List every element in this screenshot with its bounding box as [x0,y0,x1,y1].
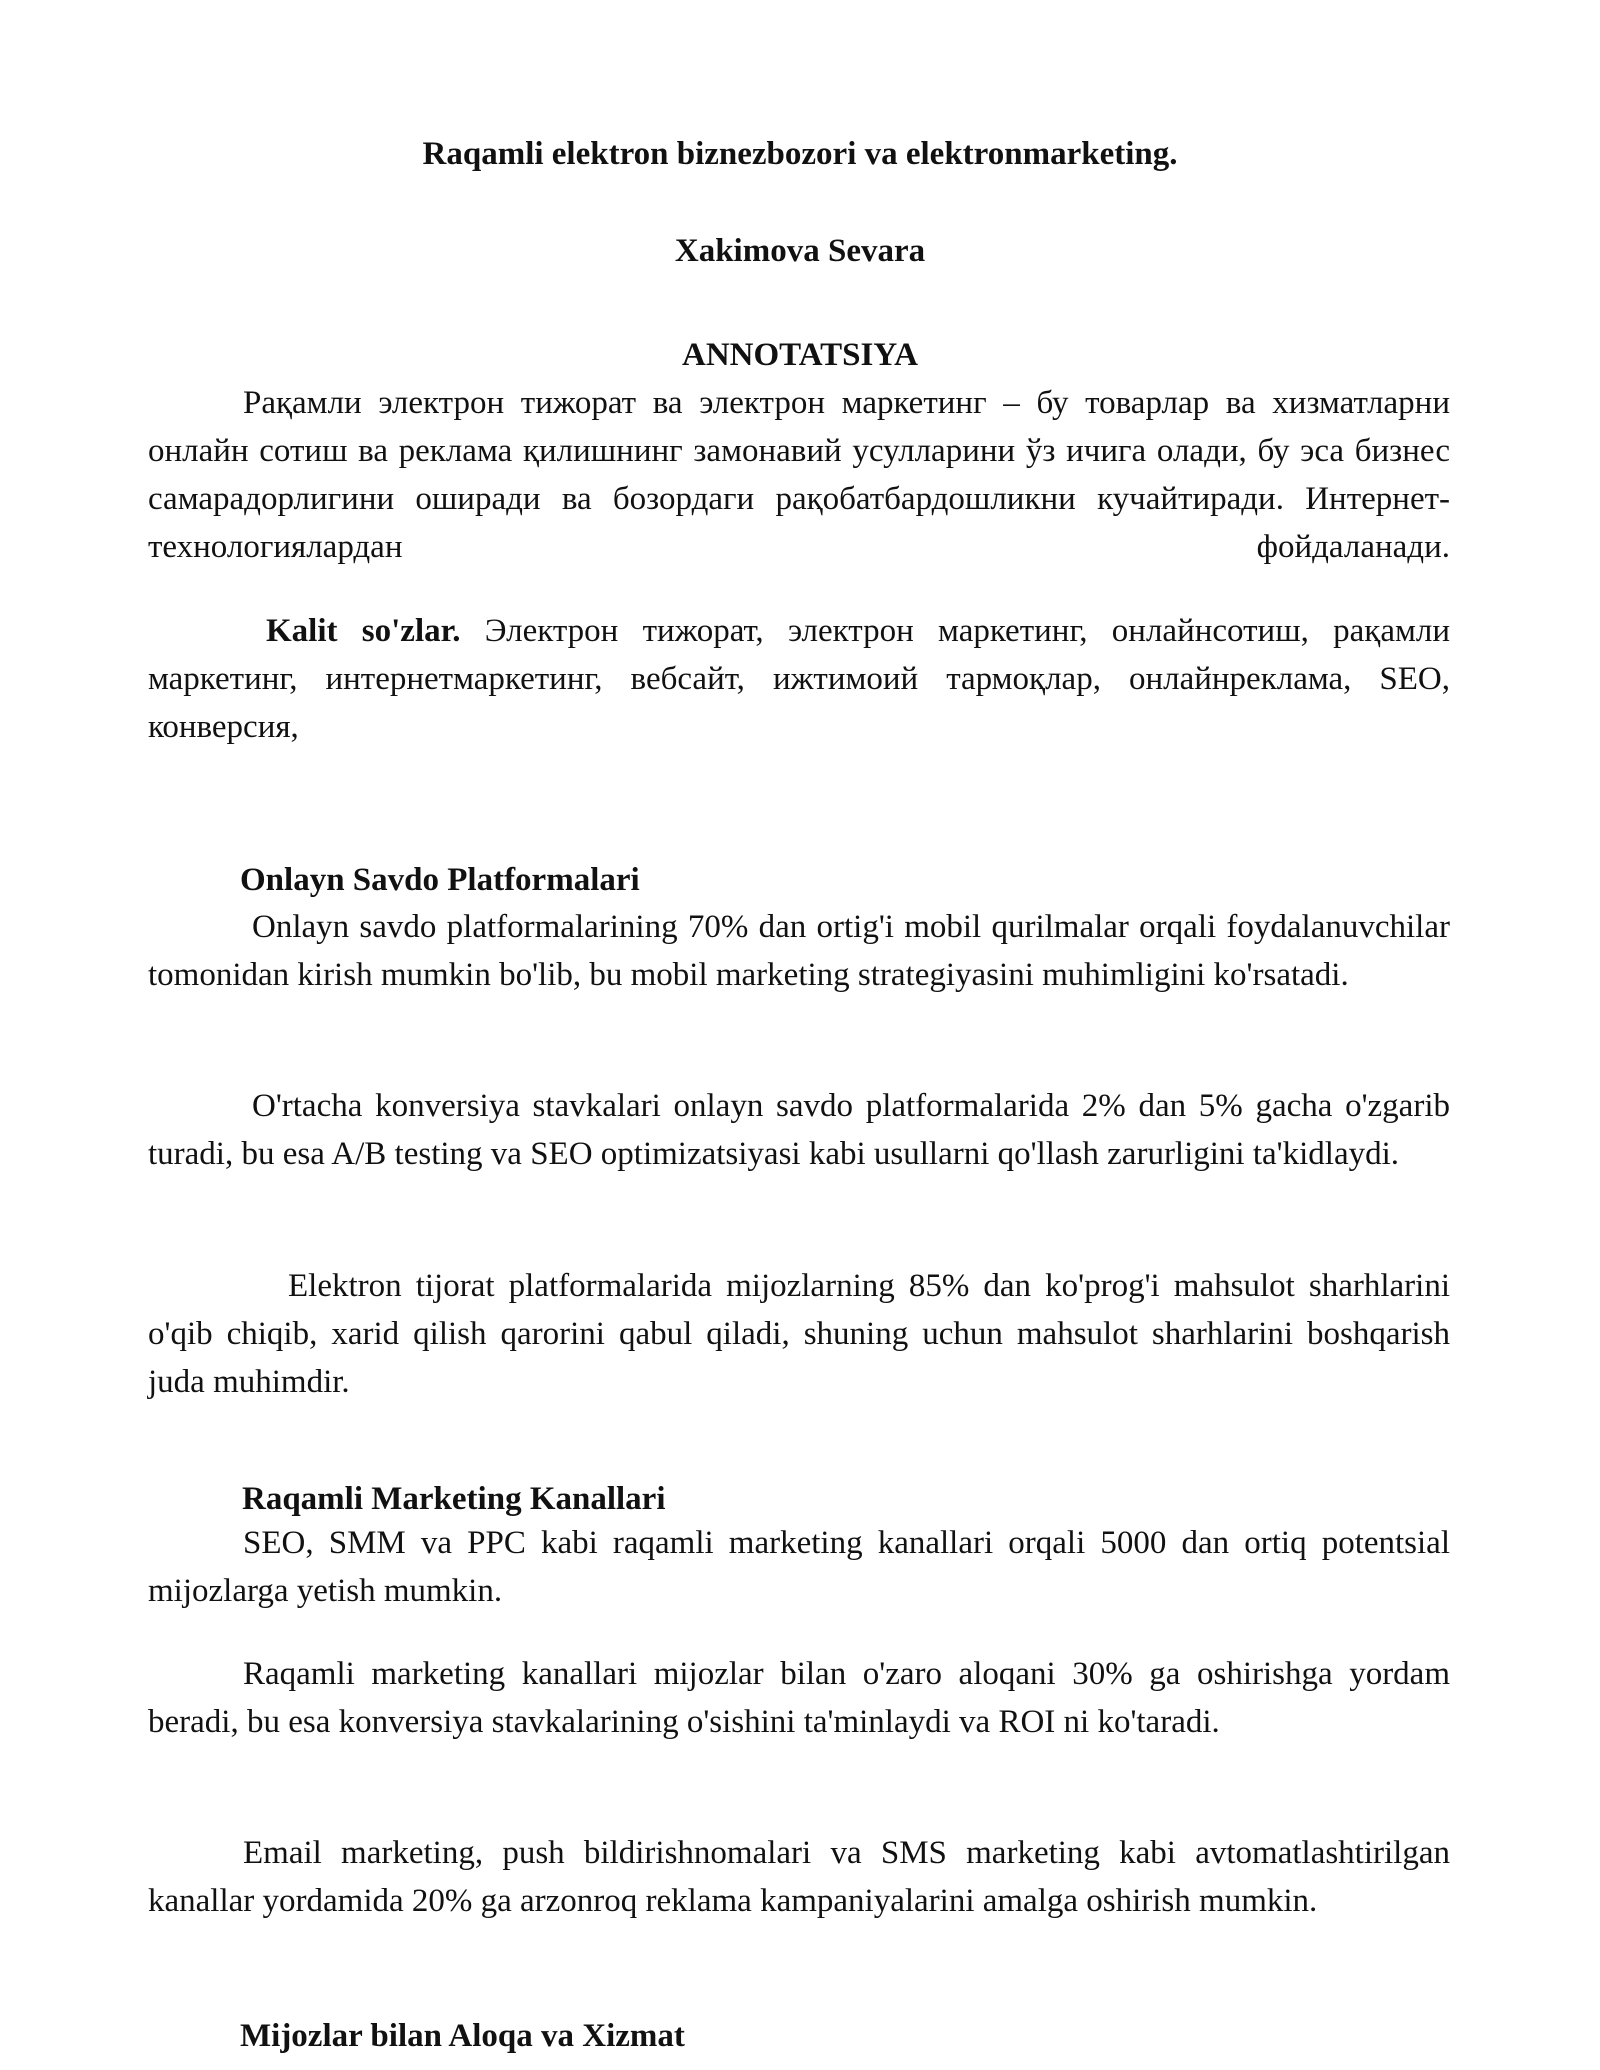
section-paragraph: Elektron tijorat platformalarida mijozlarning 85% dan ko'prog'i mahsulot sharhlarini o'qib chiqib, xarid qilish qarorini qabul qiladi, shuning uchun mahsulot sharhlarini boshqarish juda muhimdir. [148,1268,1450,1400]
section-paragraph: Raqamli marketing kanallari mijozlar bilan o'zaro aloqani 30% ga oshirishga yordam beradi, bu esa konversiya stavkalarining o'sishini ta'minlaydi va ROI ni ko'taradi. [148,1656,1450,1740]
section-paragraph: O'rtacha konversiya stavkalari onlayn savdo platformalarida 2% dan 5% gacha o'zgarib turadi, bu esa A/B testing va SEO optimizatsiyasi kabi usullarni qo'llash zarurligini ta'kidlaydi. [148,1088,1450,1172]
section-heading: Raqamli Marketing Kanallari [242,1481,666,1517]
keywords-list: Электрон тижорат, электрон маркетинг, онлайнсотиш, рақамли маркетинг, интернетмаркетинг, вебсайт, ижтимоий тармоқлар, онлайнреклама, SEO, конверсия, [148,613,1450,745]
section-heading: Mijozlar bilan Aloqa va Xizmat [240,2018,685,2054]
document-title: Raqamli elektron biznezbozori va elektronmarketing. [422,136,1178,172]
section-heading: Onlayn Savdo Platformalari [240,862,640,898]
author-name: Xakimova Sevara [674,233,926,269]
abstract-heading: ANNOTATSIYA [682,337,918,373]
section-paragraph: Onlayn savdo platformalarining 70% dan ortig'i mobil qurilmalar orqali foydalanuvchilar tomonidan kirish mumkin bo'lib, bu mobil marketing strategiyasini muhimligini ko'rsatadi. [148,909,1450,993]
section-paragraph: SEO, SMM va PPC kabi raqamli marketing kanallari orqali 5000 dan ortiq potentsial mijozlarga yetish mumkin. [148,1525,1450,1609]
keywords-label: Kalit so'zlar. [266,613,461,649]
abstract-paragraph: Рақамли электрон тижорат ва электрон маркетинг – бу товарлар ва хизматларни онлайн сотиш ва реклама қилишнинг замонавий усулларини ўз ичига олади, бу эса бизнес самарадорлигини оширади ва бозордаги рақобатбардошликни кучайтиради. Интернет-технологиялардан фойдаланади. [148,385,1450,565]
keywords-paragraph [148,607,1450,751]
section-paragraph: Email marketing, push bildirishnomalari va SMS marketing kabi avtomatlashtirilgan kanallar yordamida 20% ga arzonroq reklama kampaniyalarini amalga oshirish mumkin. [148,1835,1450,1919]
